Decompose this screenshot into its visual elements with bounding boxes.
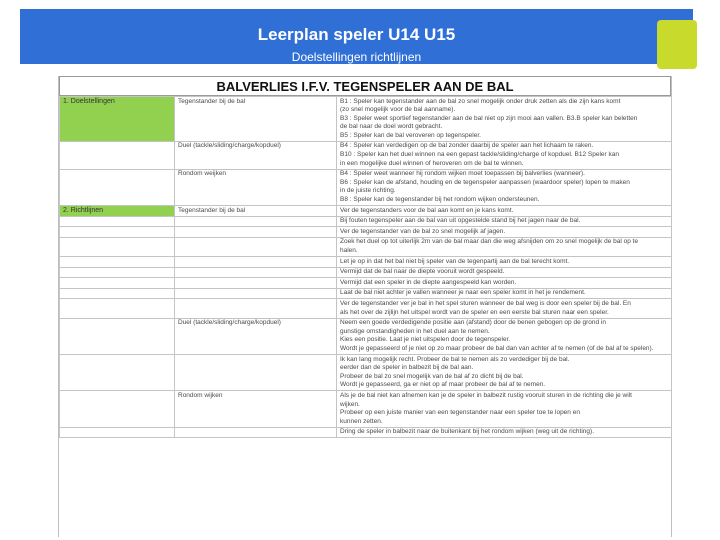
description-line: Kies een positie. Laat je niet uitspelen door de tegenspeler. [340,336,511,344]
description-line: kunnen zetten. [340,417,383,425]
aspect-cell [175,299,337,318]
table-row [60,355,672,391]
description-line: (zo snel mogelijk voor de bal aanname). [340,106,456,114]
slide-header [20,9,693,64]
empty-category-cell [60,355,175,391]
table-row [60,427,672,438]
description-line: Wordt je gepasseerd of je niet op zo maar probeer de bal dan van achter af te nemen (of de bal af te spelen). [340,344,654,352]
table-row [60,237,672,256]
description-cell [337,97,672,142]
description-line: Ver de tegenstander van de bal zo snel mogelijk af jagen. [340,227,506,235]
category-cell: 1. Doelstellingen [60,97,175,142]
description-line: Dring de speler in balbezit naar de buitenkant bij het rondom wijken (weg uit de richting). [340,428,595,436]
description-line: in de juiste richting. [340,187,396,195]
description-cell [337,216,672,227]
description-line: B4 : Speler kan verdedigen op de bal zonder daarbij de speler aan het lichaam te raken. [340,142,594,150]
description-line: wijken. [340,400,360,408]
empty-category-cell [60,227,175,238]
description-line: B4 : Speler weet wanneer hij rondom wijken moet toepassen bij balverlies (wanneer). [340,170,585,178]
empty-category-cell [60,391,175,427]
description-line: B5 : Speler kan de bal veroveren op tegenspeler. [340,131,481,139]
aspect-cell: Duel (tackle/sliding/charge/kopduel) [175,318,337,354]
description-cell [337,267,672,278]
description-cell [337,355,672,391]
description-line: Vermijd dat de bal naar de diepte vooruit wordt gespeeld. [340,268,505,276]
aspect-cell: Tegenstander bij de bal [175,206,337,217]
table-row [60,257,672,268]
description-cell [337,169,672,205]
empty-category-cell [60,237,175,256]
aspect-cell [175,288,337,299]
empty-category-cell [60,216,175,227]
description-line: Wordt je gepasseerd, ga er niet op af maar probeer de bal af te nemen. [340,381,546,389]
aspect-cell [175,355,337,391]
description-line: in een mogelijke duel winnen of heroveren om de bal te winnen. [340,159,524,167]
table-row [60,169,672,205]
description-line: eerder dan de speler in balbezit bij de bal aan. [340,364,474,372]
description-line: B6 : Speler kan de afstand, houding en de tegenspeler aanpassen (waardoor speler) lopen te maken [340,178,630,186]
description-line: Bij fouten tegenspeler aan de bal van uit opgestelde stand bij het jagen naar de bal. [340,217,581,225]
description-cell [337,278,672,289]
description-cell [337,257,672,268]
description-line: Laat de bal niet achter je vallen wanneer je naar een speler komt in het je rendement. [340,289,586,297]
empty-category-cell [60,427,175,438]
description-cell [337,227,672,238]
table-row [60,278,672,289]
description-line: Als je de bal niet kan afnemen kan je de speler in balbezit rustig vooruit sturen in de richting die je wilt [340,391,632,399]
description-cell [337,141,672,169]
document-page [58,76,672,537]
aspect-cell [175,237,337,256]
description-cell [337,206,672,217]
description-line: Probeer de bal zo snel mogelijk van de bal af zo dicht bij de bal. [340,372,524,380]
table-row [60,267,672,278]
aspect-cell: Tegenstander bij de bal [175,97,337,142]
aspect-cell [175,257,337,268]
empty-category-cell [60,267,175,278]
description-line: halen. [340,247,358,254]
table-row [60,299,672,318]
description-line: gunstige omstandigheden in het duel aan te nemen. [340,327,490,335]
description-line: als het over de zijlijn het uitspel wordt van de speler en een eerste bal sturen naar een speler. [340,308,609,316]
description-line: Ver de tegenstander ver je bal in het spel sturen wanneer de bal weg is door een speler bij de bal. En [340,299,631,307]
empty-category-cell [60,278,175,289]
description-line: Vermijd dat een speler in de diepte aangespeeld kan worden. [340,278,517,286]
description-line: B3 : Speler weet sportief tegenstander aan de bal niet op zijn mooi aan vallen. B3.B speler kan beletten [340,114,638,122]
slide-subtitle: Doelstellingen richtlijnen [291,50,422,64]
aspect-cell: Rondom wijken [175,391,337,427]
accent-square [657,20,697,69]
empty-category-cell [60,299,175,318]
description-line: Probeer op een juiste manier van een tegenstander naar een speler toe te lopen en [340,409,580,417]
description-line: Ver de tegenstanders voor de bal aan komt en je kans komt. [340,206,514,214]
aspect-cell [175,278,337,289]
empty-category-cell [60,257,175,268]
category-cell: 2. Richtlijnen [60,206,175,217]
table-row [60,391,672,427]
empty-category-cell [60,318,175,354]
description-line: B8 : Speler kan de tegenstander bij het rondom wijken ondersteunen. [340,196,540,204]
description-line: Neem een goede verdedigende positie aan (afstand) door de benen gebogen op de grond in [340,319,606,327]
description-line: B10 : Speler kan het duel winnen na een gepast tackle/sliding/charge of kopduel. B12 Speler kan [340,151,619,159]
table-row [60,141,672,169]
document-title: BALVERLIES I.F.V. TEGENSPELER AAN DE BAL [59,76,671,96]
description-cell [337,237,672,256]
slide-title: Leerplan speler U14 U15 [257,25,456,44]
description-cell [337,299,672,318]
description-line: Let je op in dat het bal niet bij speler van de tegenpartij aan de bal terecht komt. [340,257,570,265]
empty-category-cell [60,141,175,169]
table-row [60,227,672,238]
table-row [60,97,672,142]
table-row [60,216,672,227]
aspect-cell: Duel (tackle/sliding/charge/kopduel) [175,141,337,169]
aspect-cell [175,216,337,227]
description-line: Ik kan lang mogelijk recht. Probeer de bal te nemen als zo verdediger bij de bal. [340,355,570,363]
empty-category-cell [60,288,175,299]
aspect-cell [175,427,337,438]
description-cell [337,427,672,438]
table-row [60,288,672,299]
description-line: de bal naar de doel wordt gebracht. [340,123,443,131]
aspect-cell [175,227,337,238]
table-row [60,318,672,354]
aspect-cell: Rondom weijken [175,169,337,205]
empty-category-cell [60,169,175,205]
description-cell [337,318,672,354]
description-cell [337,288,672,299]
description-line: Zoek het duel op tot uiterlijk 2m van de bal maar dan die weg afsnijden om zo snel mogelijk de bal op te [340,238,639,246]
aspect-cell [175,267,337,278]
guidelines-table [59,96,672,438]
description-cell [337,391,672,427]
description-line: B1 : Speler kan tegenstander aan de bal zo snel mogelijk onder druk zetten als die zijn kans komt [340,97,621,105]
table-row [60,206,672,217]
